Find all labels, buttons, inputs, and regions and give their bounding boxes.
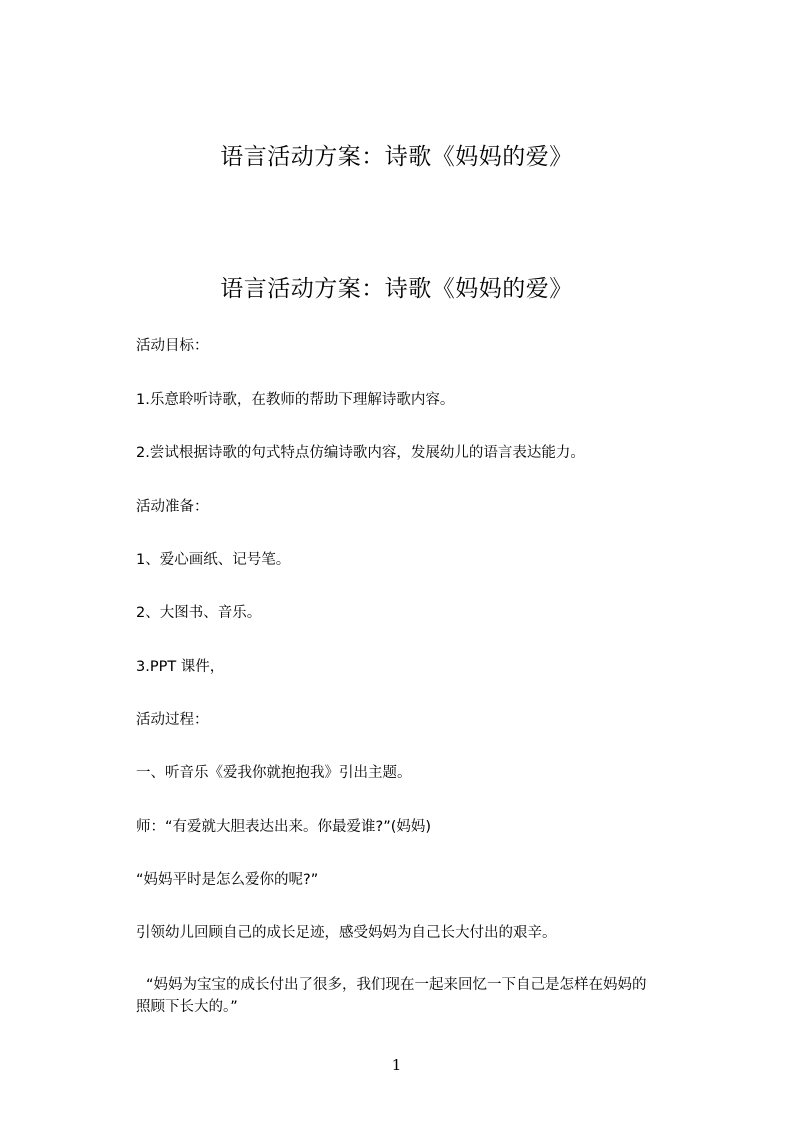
preparation-item-2: 2、大图书、音乐。	[136, 605, 262, 621]
document-heading: 语言活动方案：诗歌《妈妈的爱》	[220, 276, 573, 302]
preparation-item-3: 3.PPT 课件，	[136, 659, 225, 675]
guidance-line: 引领幼儿回顾自己的成长足迹，感受妈妈为自己长大付出的艰辛。	[136, 925, 557, 941]
goal-item-2: 2.尝试根据诗歌的句式特点仿编诗歌内容，发展幼儿的语言表达能力。	[136, 445, 585, 461]
cover-title: 语言活动方案：诗歌《妈妈的爱》	[220, 144, 573, 170]
process-step-1: 一、听音乐《爱我你就抱抱我》引出主题。	[136, 765, 412, 781]
goal-item-1: 1.乐意聆听诗歌，在教师的帮助下理解诗歌内容。	[136, 392, 455, 408]
recall-paragraph-line-2: 照顾下长大的。”	[136, 999, 238, 1015]
teacher-dialogue: 师：“有爱就大胆表达出来。你最爱谁?”(妈妈)	[136, 819, 432, 835]
section-heading-preparation: 活动准备：	[136, 499, 209, 515]
recall-paragraph	[136, 974, 706, 1018]
question-line: “妈妈平时是怎么爱你的呢?”	[136, 872, 319, 888]
section-heading-process: 活动过程：	[136, 712, 209, 728]
preparation-item-1: 1、爱心画纸、记号笔。	[136, 552, 291, 568]
recall-paragraph-line-1: “妈妈为宝宝的成长付出了很多，我们现在一起来回忆一下自己是怎样在妈妈的	[146, 977, 647, 993]
page-number: 1	[391, 1056, 402, 1074]
section-heading-goals: 活动目标：	[136, 338, 209, 354]
